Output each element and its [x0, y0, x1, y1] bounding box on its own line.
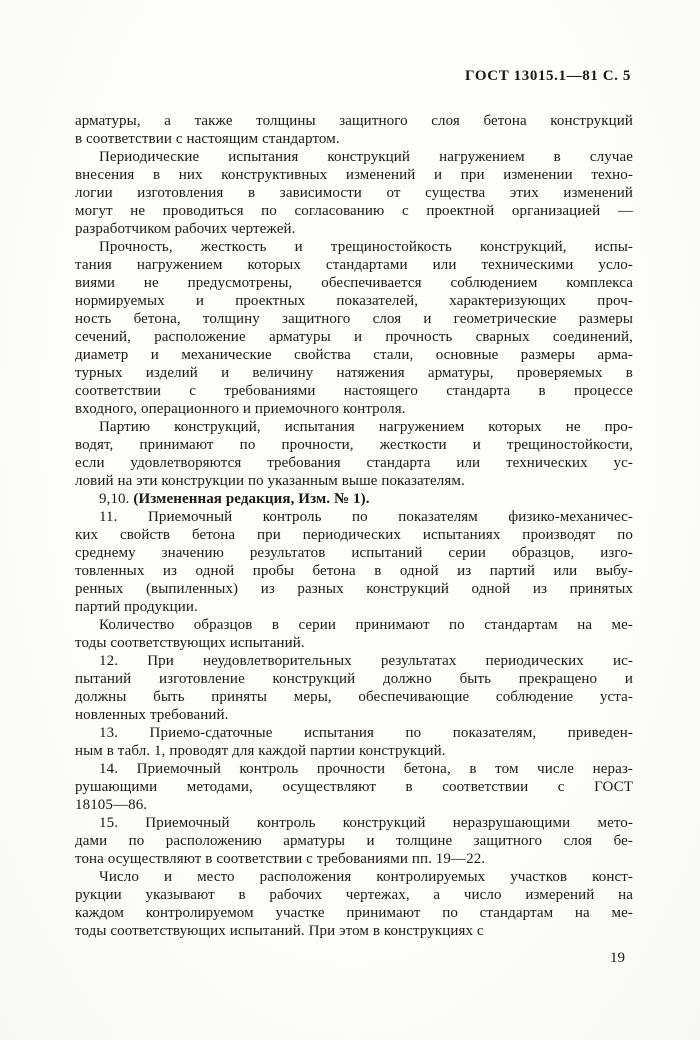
text-line: рушающими методами, осуществляют в соответствии с ГОСТ	[75, 779, 633, 795]
text-line: входного, операционного и приемочного контроля.	[75, 401, 406, 417]
text-line: ловий на эти конструкции по указанным выше показателям.	[75, 473, 465, 489]
text-line: Прочность, жесткость и трещиностойкость конструкций, испы-	[99, 239, 633, 255]
text-line: тания нагружением которых стандартами или техническими усло-	[75, 257, 633, 273]
text-line: Количество образцов в серии принимают по стандартам на ме-	[99, 617, 633, 633]
paragraph	[75, 616, 633, 652]
text-line: виями не предусмотрены, обеспечивается соблюдением комплекса	[75, 275, 633, 291]
text-line: должны быть приняты меры, обеспечивающие соблюдение уста-	[75, 689, 633, 705]
text-line: разработчиком рабочих чертежей.	[75, 221, 296, 237]
paragraph	[75, 148, 633, 238]
text-line: сечений, расположение арматуры и прочность сварных соединений,	[75, 329, 633, 345]
page-body	[75, 112, 633, 940]
text-line: рукции указывают в рабочих чертежах, а число измерений на	[75, 887, 633, 903]
text-line: нормируемых и проектных показателей, характеризующих проч-	[75, 293, 633, 309]
text-line: если удовлетворяются требования стандарта или технических ус-	[75, 455, 633, 471]
text-line: 14. Приемочный контроль прочности бетона, в том числе нераз-	[99, 761, 633, 777]
text-line: турных изделий и величину натяжения арматуры, проверяемых в	[75, 365, 633, 381]
text-line: Партию конструкций, испытания нагружением которых не про-	[99, 419, 633, 435]
paragraph	[75, 490, 633, 508]
paragraph	[75, 652, 633, 724]
paragraph	[75, 760, 633, 814]
document-id: ГОСТ 13015.1—81 С. 5	[465, 68, 631, 84]
text-line: водят, принимают по прочности, жесткости и трещиностойкости,	[75, 437, 633, 453]
paragraph	[75, 418, 633, 490]
text-line: диаметр и механические свойства стали, основные размеры арма-	[75, 347, 633, 363]
text-line: 15. Приемочный контроль конструкций неразрушающими мето-	[99, 815, 633, 831]
text-line: 18105—86.	[75, 797, 148, 813]
paragraph	[75, 238, 633, 418]
text-line: дами по расположению арматуры и толщине защитного слоя бе-	[75, 833, 633, 849]
text-line: 11. Приемочный контроль по показателям физико-механичес-	[99, 509, 633, 525]
text-line: 13. Приемо-сдаточные испытания по показателям, приведен-	[99, 725, 633, 741]
text-line: каждом контролируемом участке принимают по стандартам на ме-	[75, 905, 633, 921]
text-line: Периодические испытания конструкций нагружением в случае	[99, 149, 633, 165]
clause-number: 9,10.	[99, 491, 134, 507]
text-line: тоды соответствующих испытаний.	[75, 635, 305, 651]
text-line: новленных требований.	[75, 707, 229, 723]
text-line: партий продукции.	[75, 599, 198, 615]
text-line: могут не проводиться по согласованию с проектной организацией —	[75, 203, 633, 219]
text-line: в соответствии с настоящим стандартом.	[75, 131, 340, 147]
paragraph	[75, 724, 633, 760]
paragraph	[75, 112, 633, 148]
page-header	[75, 66, 633, 86]
text-line: тоды соответствующих испытаний. При этом в конструкциях с	[75, 923, 484, 939]
text-line: ность бетона, толщину защитного слоя и геометрические размеры	[75, 311, 633, 327]
paragraph	[75, 508, 633, 616]
paragraph	[75, 814, 633, 868]
text-line: 12. При неудовлетворительных результатах периодических ис-	[99, 653, 633, 669]
text-line: логии изготовления в зависимости от существа этих изменений	[75, 185, 633, 201]
text-line: внесения в них конструктивных изменений и при изменении техно-	[75, 167, 633, 183]
text-line: ренных (выпиленных) из разных конструкций одной из принятых	[75, 581, 633, 597]
page-number: 19	[610, 950, 625, 966]
amendment-note: (Измененная редакция, Изм. № 1).	[133, 491, 370, 507]
text-line: товленных из одной пробы бетона в одной из партий или выбу-	[75, 563, 633, 579]
content-column	[75, 66, 633, 967]
text-line: пытаний изготовление конструкций должно быть прекращено и	[75, 671, 633, 687]
text-line: арматуры, а также толщины защитного слоя бетона конструкций	[75, 113, 633, 129]
paragraph	[75, 868, 633, 940]
text-line: тона осуществляют в соответствии с требованиями пп. 19—22.	[75, 851, 486, 867]
text-line: ным в табл. 1, проводят для каждой партии конструкций.	[75, 743, 446, 759]
text-line: среднему значению результатов испытаний серии образцов, изго-	[75, 545, 633, 561]
text-line	[75, 490, 633, 508]
text-line: соответствии с требованиями настоящего стандарта в процессе	[75, 383, 633, 399]
page-footer	[75, 949, 633, 967]
text-line: ких свойств бетона при периодических испытаниях производят по	[75, 527, 633, 543]
text-line: Число и место расположения контролируемых участков конст-	[99, 869, 633, 885]
